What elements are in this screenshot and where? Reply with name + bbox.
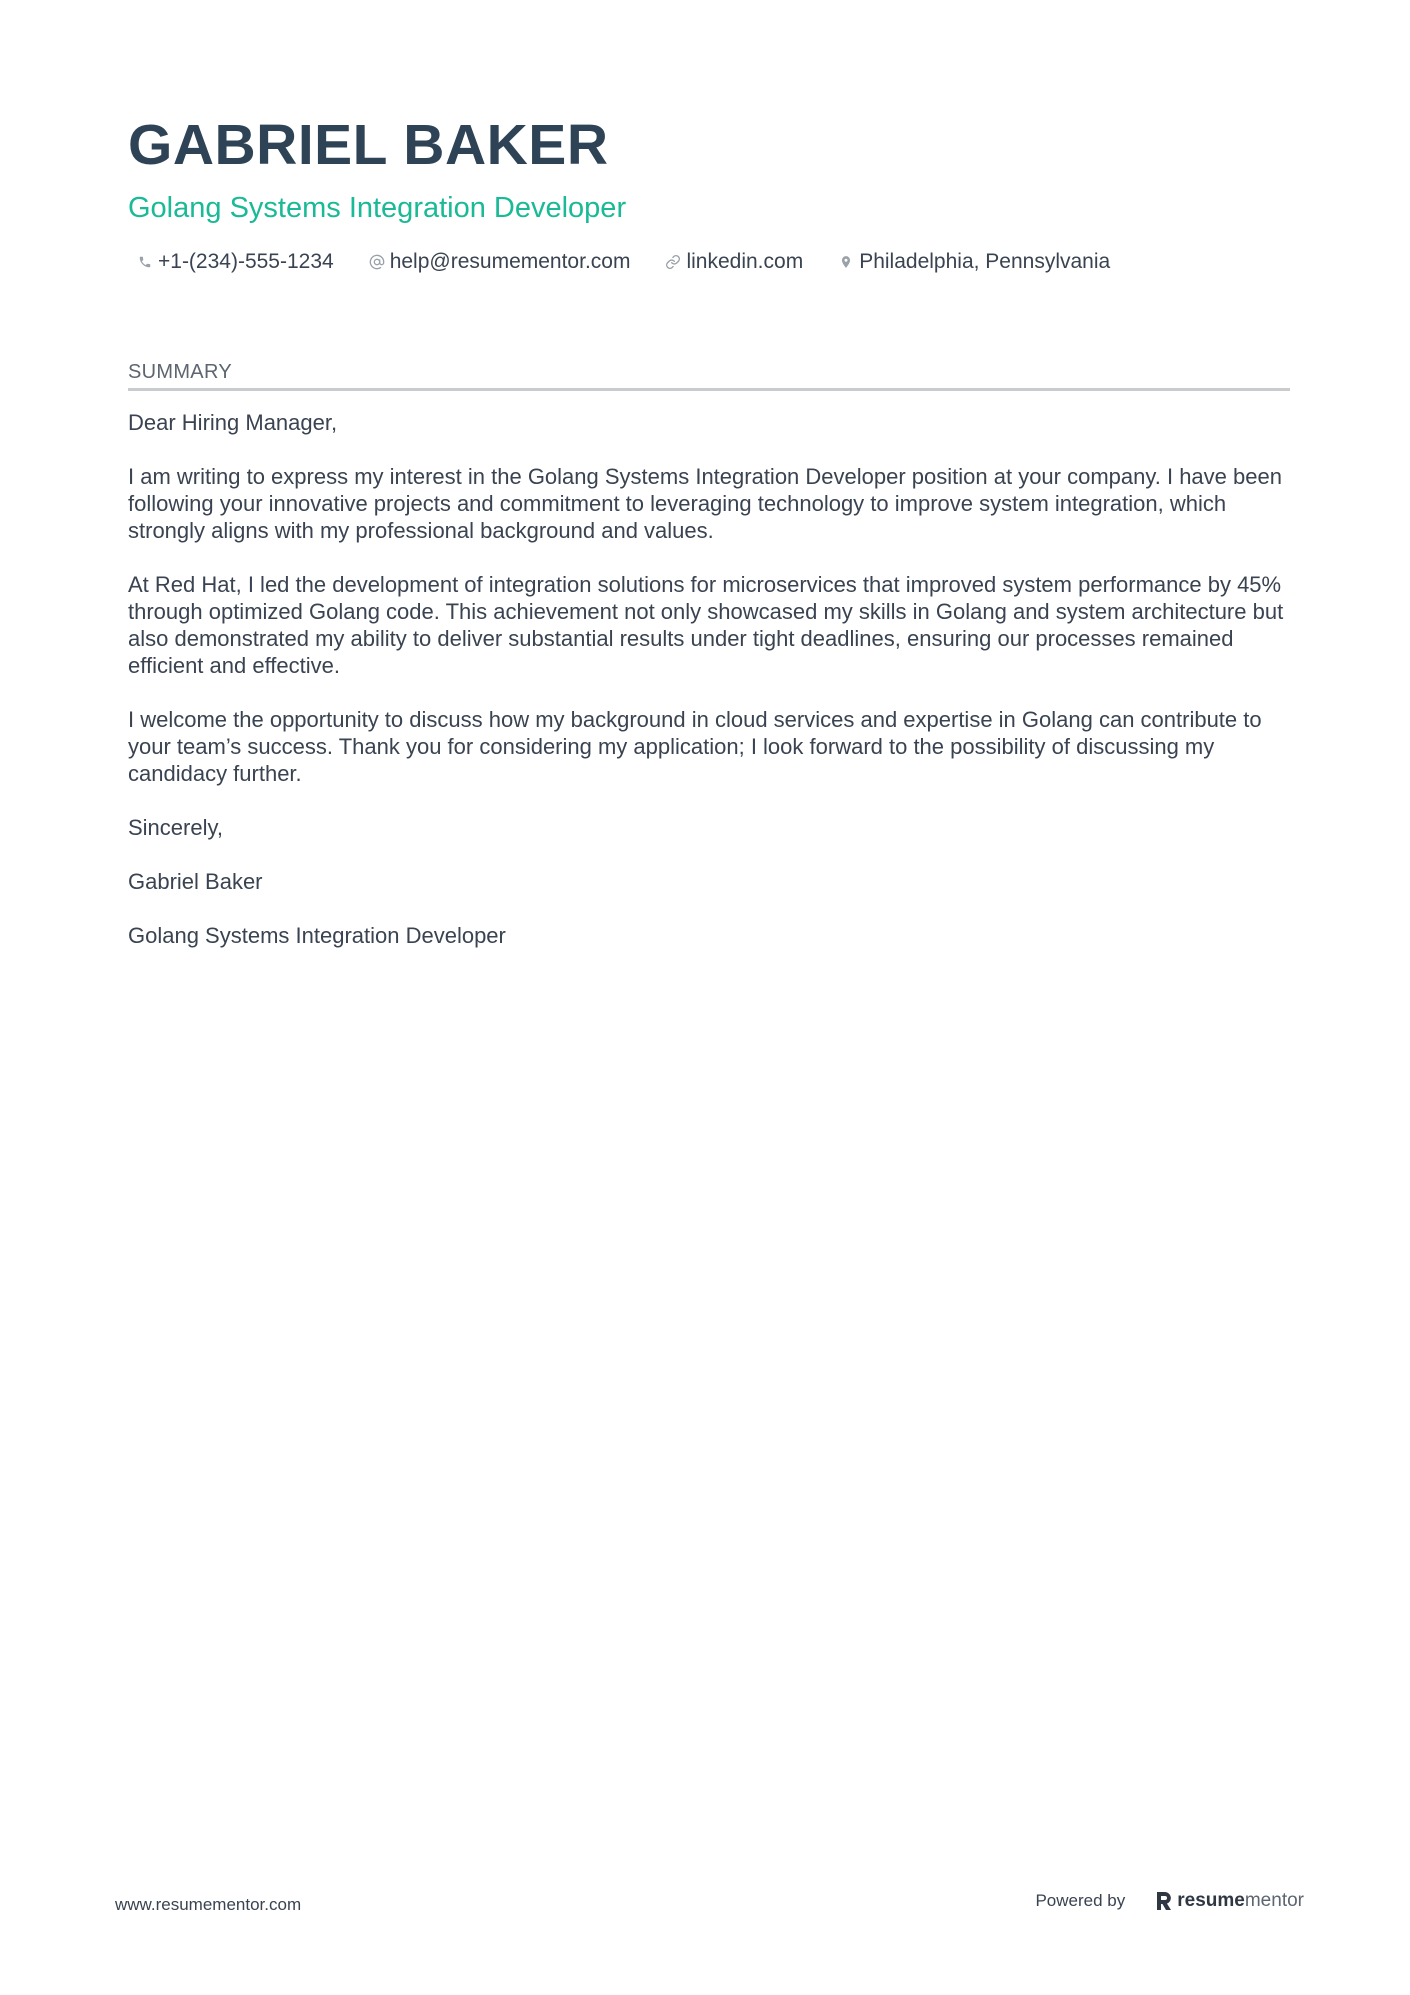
contact-phone [128, 248, 334, 276]
link-icon [664, 253, 682, 271]
paragraph-intro: I am writing to express my interest in the Golang Systems Integration Developer position at your company. I have been following your innovative projects and commitment to leveraging technology to improve system integration, which strongly aligns with my professional background and values. [128, 464, 1282, 543]
resumementor-logo[interactable] [1155, 1890, 1304, 1912]
email-text[interactable]: help@resumementor.com [389, 250, 631, 273]
paragraph-closing: I welcome the opportunity to discuss how my background in cloud services and expertise in Golang can contribute to your team’s success. Thank you for considering my application; I look forward to the possibility of discussing my candidacy further. [128, 707, 1262, 786]
signature-name: Gabriel Baker [128, 869, 263, 894]
contact-email [360, 248, 631, 276]
contact-location [829, 248, 1110, 276]
header [128, 110, 1288, 276]
letter-body [128, 409, 1290, 949]
candidate-name: GABRIEL BAKER [128, 113, 609, 177]
location-text: Philadelphia, Pennsylvania [859, 250, 1111, 273]
brand-bold: resume [1177, 1890, 1245, 1911]
resumementor-mark-icon [1155, 1890, 1173, 1912]
sign-off: Sincerely, [128, 815, 223, 840]
footer-branding [1035, 1890, 1304, 1912]
summary-section [128, 358, 1290, 976]
footer-website[interactable]: www.resumementor.com [115, 1895, 302, 1914]
job-title: Golang Systems Integration Developer [128, 192, 627, 224]
phone-text[interactable]: +1-(234)-555-1234 [158, 250, 334, 273]
signature-title: Golang Systems Integration Developer [128, 923, 506, 948]
brand-light: mentor [1244, 1890, 1304, 1911]
powered-by-label: Powered by [1035, 1891, 1126, 1910]
at-icon [368, 253, 386, 271]
linkedin-text[interactable]: linkedin.com [686, 250, 804, 273]
paragraph-experience: At Red Hat, I led the development of integration solutions for microservices that improved system performance by 45% through optimized Golang code. This achievement not only showcased my skills in Golang and system architecture but also demonstrated my ability to deliver substantial results under tight deadlines, ensuring our processes remained efficient and effective. [128, 572, 1284, 678]
location-pin-icon [837, 253, 855, 271]
contact-info [128, 248, 1288, 276]
salutation: Dear Hiring Manager, [128, 410, 338, 435]
phone-icon [136, 253, 154, 271]
contact-linkedin [656, 248, 803, 276]
section-heading: SUMMARY [128, 358, 1290, 391]
